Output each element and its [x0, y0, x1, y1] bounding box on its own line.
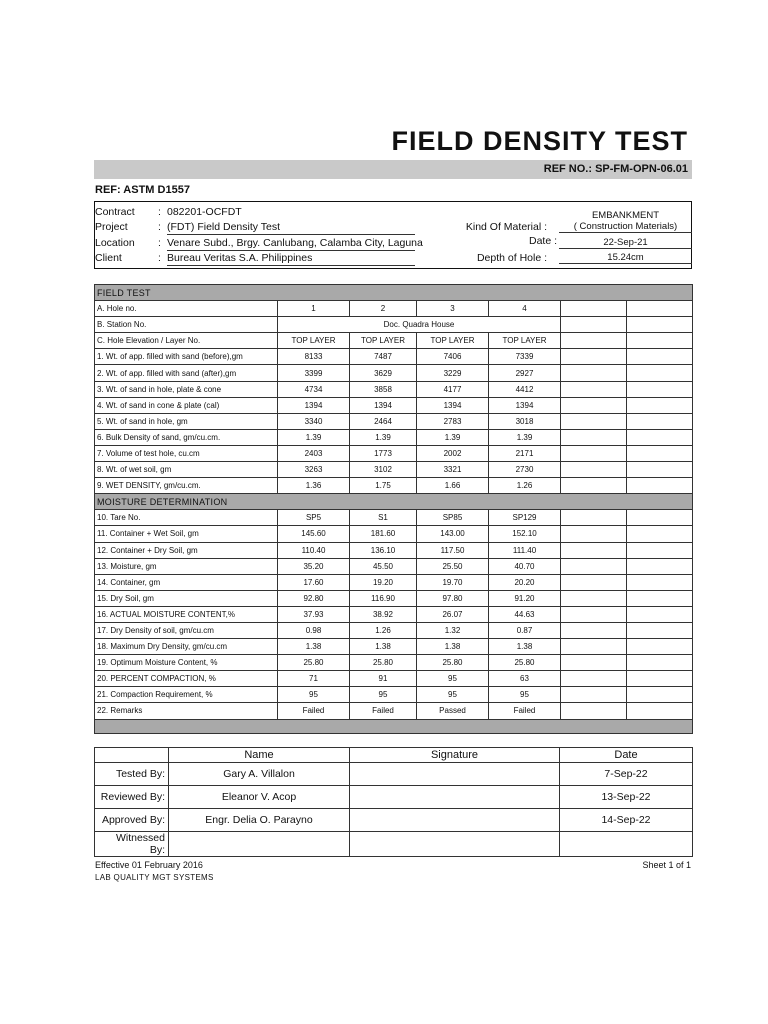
row-label: 10. Tare No. — [95, 510, 278, 526]
empty-cell — [627, 542, 693, 558]
data-cell: 136.10 — [350, 542, 417, 558]
table-row — [95, 510, 693, 526]
data-cell: 38.92 — [350, 606, 417, 622]
data-cell: 143.00 — [417, 526, 489, 542]
empty-cell — [561, 590, 627, 606]
table-end-bar — [95, 719, 693, 733]
data-cell: 1.39 — [278, 429, 350, 445]
contract-value: 082201-OCFDT — [167, 206, 242, 218]
station-cell: Doc. Quadra House — [278, 317, 561, 333]
row-label: 15. Dry Soil, gm — [95, 590, 278, 606]
empty-cell — [561, 510, 627, 526]
empty-cell — [627, 558, 693, 574]
empty-cell — [627, 445, 693, 461]
data-cell: 3321 — [417, 462, 489, 478]
empty-cell — [561, 365, 627, 381]
empty-cell — [627, 671, 693, 687]
data-cell: 181.60 — [350, 526, 417, 542]
data-cell: 1773 — [350, 445, 417, 461]
field-test-section — [95, 285, 693, 301]
date-label: Date : — [528, 235, 557, 247]
location-value: Venare Subd., Brgy. Canlubang, Calamba City, Laguna — [167, 237, 423, 249]
empty-cell — [627, 381, 693, 397]
data-cell: 91 — [350, 671, 417, 687]
data-cell: 95 — [278, 687, 350, 703]
data-cell: 1.26 — [350, 622, 417, 638]
data-cell: 19.20 — [350, 574, 417, 590]
row-label: 4. Wt. of sand in cone & plate (cal) — [95, 397, 278, 413]
data-cell: 2403 — [278, 445, 350, 461]
row-label: 16. ACTUAL MOISTURE CONTENT,% — [95, 606, 278, 622]
data-cell: 4 — [489, 301, 561, 317]
moisture-section-title: MOISTURE DETERMINATION — [95, 494, 693, 510]
row-label: 6. Bulk Density of sand, gm/cu.cm. — [95, 429, 278, 445]
empty-cell — [627, 333, 693, 349]
contract-label: Contract — [95, 206, 135, 218]
empty-cell — [561, 526, 627, 542]
blank-header-cell — [95, 748, 169, 763]
data-cell: 95 — [417, 687, 489, 703]
data-cell: SP129 — [489, 510, 561, 526]
empty-cell — [627, 317, 693, 333]
data-cell: 1.66 — [417, 478, 489, 494]
data-cell: 3 — [417, 301, 489, 317]
signature-row — [95, 763, 693, 786]
row-label: 7. Volume of test hole, cu.cm — [95, 445, 278, 461]
data-cell: 117.50 — [417, 542, 489, 558]
data-cell: 25.80 — [278, 655, 350, 671]
footer-sheet: Sheet 1 of 1 — [642, 860, 691, 870]
data-cell: 1.36 — [278, 478, 350, 494]
data-cell: TOP LAYER — [417, 333, 489, 349]
signer-name — [169, 832, 350, 857]
data-cell: 4412 — [489, 381, 561, 397]
table-row — [95, 671, 693, 687]
signature-cell — [350, 786, 560, 809]
row-label: 9. WET DENSITY, gm/cu.cm. — [95, 478, 278, 494]
data-cell: 97.80 — [417, 590, 489, 606]
empty-cell — [627, 703, 693, 719]
signature-table — [94, 747, 693, 857]
empty-cell — [627, 606, 693, 622]
empty-cell — [561, 606, 627, 622]
row-label: C. Hole Elevation / Layer No. — [95, 333, 278, 349]
data-cell: 1.75 — [350, 478, 417, 494]
data-cell: 110.40 — [278, 542, 350, 558]
data-cell: 7406 — [417, 349, 489, 365]
data-cell: 95 — [417, 671, 489, 687]
ref-astm: REF: ASTM D1557 — [95, 184, 190, 196]
data-cell: 1.26 — [489, 478, 561, 494]
empty-cell — [561, 655, 627, 671]
sign-date — [560, 832, 693, 857]
data-cell: Passed — [417, 703, 489, 719]
material-value-2: ( Construction Materials) — [559, 221, 692, 233]
signer-role: Reviewed By: — [95, 786, 169, 809]
client-value: Bureau Veritas S.A. Philippines — [167, 252, 415, 266]
data-cell: S1 — [350, 510, 417, 526]
row-label: 17. Dry Density of soil, gm/cu.cm — [95, 622, 278, 638]
table-row — [95, 365, 693, 381]
project-value: (FDT) Field Density Test — [167, 221, 415, 235]
empty-cell — [627, 687, 693, 703]
data-cell: 1.39 — [417, 429, 489, 445]
data-cell: 2171 — [489, 445, 561, 461]
signature-cell — [350, 763, 560, 786]
signer-role: Approved By: — [95, 809, 169, 832]
colon: : — [158, 237, 161, 249]
table-row — [95, 655, 693, 671]
sign-date: 14-Sep-22 — [560, 809, 693, 832]
data-cell: SP85 — [417, 510, 489, 526]
project-info-box — [94, 201, 692, 269]
data-cell: 1.38 — [489, 639, 561, 655]
depth-label: Depth of Hole : — [476, 252, 547, 264]
row-label: 18. Maximum Dry Density, gm/cu.cm — [95, 639, 278, 655]
empty-cell — [561, 381, 627, 397]
data-cell: TOP LAYER — [350, 333, 417, 349]
empty-cell — [561, 462, 627, 478]
ref-no: REF NO.: SP-FM-OPN-06.01 — [543, 163, 688, 175]
empty-cell — [561, 687, 627, 703]
row-label: 14. Container, gm — [95, 574, 278, 590]
colon: : — [158, 252, 161, 264]
data-cell: 145.60 — [278, 526, 350, 542]
empty-cell — [627, 510, 693, 526]
data-cell: 152.10 — [489, 526, 561, 542]
empty-cell — [561, 317, 627, 333]
empty-cell — [627, 574, 693, 590]
table-row — [95, 526, 693, 542]
data-cell: 2927 — [489, 365, 561, 381]
data-cell: 25.80 — [489, 655, 561, 671]
empty-cell — [561, 333, 627, 349]
empty-cell — [561, 413, 627, 429]
field-test-table — [94, 284, 693, 734]
data-cell: 1394 — [350, 397, 417, 413]
table-row — [95, 317, 693, 333]
row-label: 13. Moisture, gm — [95, 558, 278, 574]
signature-cell — [350, 809, 560, 832]
footer-system: LAB QUALITY MGT SYSTEMS — [95, 873, 214, 882]
empty-cell — [627, 478, 693, 494]
field-test-section-title: FIELD TEST — [95, 285, 693, 301]
data-cell: Failed — [278, 703, 350, 719]
data-cell: 35.20 — [278, 558, 350, 574]
empty-cell — [561, 639, 627, 655]
data-cell: 116.90 — [350, 590, 417, 606]
empty-cell — [561, 397, 627, 413]
empty-cell — [627, 301, 693, 317]
data-cell: 92.80 — [278, 590, 350, 606]
data-cell: 37.93 — [278, 606, 350, 622]
data-cell: 3263 — [278, 462, 350, 478]
data-cell: 3229 — [417, 365, 489, 381]
data-cell: 95 — [350, 687, 417, 703]
empty-cell — [627, 349, 693, 365]
signer-name: Engr. Delia O. Parayno — [169, 809, 350, 832]
table-row — [95, 542, 693, 558]
table-row — [95, 478, 693, 494]
row-label: B. Station No. — [95, 317, 278, 333]
signer-role: Witnessed By: — [95, 832, 169, 857]
signature-row — [95, 786, 693, 809]
data-cell: 25.80 — [350, 655, 417, 671]
empty-cell — [561, 622, 627, 638]
material-label: Kind Of Material : — [465, 221, 547, 233]
table-row — [95, 445, 693, 461]
table-row — [95, 397, 693, 413]
data-cell: 0.98 — [278, 622, 350, 638]
data-cell: 44.63 — [489, 606, 561, 622]
name-header: Name — [169, 748, 350, 763]
row-label: 1. Wt. of app. filled with sand (before),gm — [95, 349, 278, 365]
signature-row — [95, 809, 693, 832]
data-cell: 3858 — [350, 381, 417, 397]
data-cell: SP5 — [278, 510, 350, 526]
data-cell: 2730 — [489, 462, 561, 478]
row-label: 21. Compaction Requirement, % — [95, 687, 278, 703]
data-cell: 111.40 — [489, 542, 561, 558]
data-cell: 1.32 — [417, 622, 489, 638]
data-cell: 2002 — [417, 445, 489, 461]
sign-date: 13-Sep-22 — [560, 786, 693, 809]
table-row — [95, 349, 693, 365]
table-row — [95, 590, 693, 606]
row-label: A. Hole no. — [95, 301, 278, 317]
table-row — [95, 622, 693, 638]
data-cell: 20.20 — [489, 574, 561, 590]
material-value-1: EMBANKMENT — [591, 210, 660, 221]
location-label: Location — [95, 237, 135, 249]
empty-cell — [561, 478, 627, 494]
empty-cell — [561, 301, 627, 317]
data-cell: 3018 — [489, 413, 561, 429]
row-label: 2. Wt. of app. filled with sand (after),gm — [95, 365, 278, 381]
data-cell: 91.20 — [489, 590, 561, 606]
empty-cell — [561, 671, 627, 687]
data-cell: 17.60 — [278, 574, 350, 590]
data-cell: 2464 — [350, 413, 417, 429]
empty-cell — [627, 639, 693, 655]
data-cell: 1.38 — [278, 639, 350, 655]
data-cell: 7339 — [489, 349, 561, 365]
colon: : — [158, 206, 161, 218]
data-cell: 45.50 — [350, 558, 417, 574]
data-cell: 1 — [278, 301, 350, 317]
data-cell: 71 — [278, 671, 350, 687]
data-cell: 1394 — [278, 397, 350, 413]
table-row — [95, 639, 693, 655]
row-label: 8. Wt. of wet soil, gm — [95, 462, 278, 478]
empty-cell — [627, 429, 693, 445]
table-row — [95, 558, 693, 574]
signature-header-row — [95, 748, 693, 763]
data-cell: 1394 — [417, 397, 489, 413]
data-cell: 26.07 — [417, 606, 489, 622]
date-value: 22-Sep-21 — [559, 237, 692, 249]
empty-cell — [627, 413, 693, 429]
data-cell: 1.39 — [350, 429, 417, 445]
colon: : — [158, 221, 161, 233]
sign-date: 7-Sep-22 — [560, 763, 693, 786]
empty-cell — [561, 349, 627, 365]
table-row — [95, 462, 693, 478]
data-cell: 25.50 — [417, 558, 489, 574]
data-cell: 3629 — [350, 365, 417, 381]
data-cell: 3340 — [278, 413, 350, 429]
data-cell: 3102 — [350, 462, 417, 478]
empty-cell — [627, 365, 693, 381]
project-label: Project — [95, 221, 128, 233]
empty-cell — [627, 526, 693, 542]
data-cell: 8133 — [278, 349, 350, 365]
data-cell: Failed — [489, 703, 561, 719]
empty-cell — [561, 558, 627, 574]
empty-cell — [561, 542, 627, 558]
empty-cell — [627, 622, 693, 638]
empty-cell — [627, 462, 693, 478]
client-label: Client — [95, 252, 122, 264]
signer-role: Tested By: — [95, 763, 169, 786]
signature-header: Signature — [350, 748, 560, 763]
data-cell: 63 — [489, 671, 561, 687]
row-label: 5. Wt. of sand in hole, gm — [95, 413, 278, 429]
table-row — [95, 381, 693, 397]
table-row — [95, 333, 693, 349]
row-label: 11. Container + Wet Soil, gm — [95, 526, 278, 542]
data-cell: 1.39 — [489, 429, 561, 445]
row-label: 19. Optimum Moisture Content, % — [95, 655, 278, 671]
data-cell: 1.38 — [350, 639, 417, 655]
data-cell: 1394 — [489, 397, 561, 413]
data-cell: 4734 — [278, 381, 350, 397]
row-label: 20. PERCENT COMPACTION, % — [95, 671, 278, 687]
data-cell: 3399 — [278, 365, 350, 381]
data-cell: 25.80 — [417, 655, 489, 671]
signer-name: Eleanor V. Acop — [169, 786, 350, 809]
table-row — [95, 703, 693, 719]
date-header: Date — [560, 748, 693, 763]
data-cell: 19.70 — [417, 574, 489, 590]
ref-no-bar — [94, 160, 692, 179]
empty-cell — [627, 655, 693, 671]
empty-cell — [561, 574, 627, 590]
data-cell: TOP LAYER — [489, 333, 561, 349]
data-cell: 1.38 — [417, 639, 489, 655]
data-cell: 0.87 — [489, 622, 561, 638]
empty-cell — [627, 397, 693, 413]
row-label: 22. Remarks — [95, 703, 278, 719]
table-row — [95, 301, 693, 317]
data-cell: 2 — [350, 301, 417, 317]
depth-value: 15.24cm — [559, 252, 692, 264]
empty-cell — [561, 429, 627, 445]
row-label: 12. Container + Dry Soil, gm — [95, 542, 278, 558]
table-row — [95, 606, 693, 622]
table-row — [95, 429, 693, 445]
footer-effective: Effective 01 February 2016 — [95, 860, 203, 870]
data-cell: 7487 — [350, 349, 417, 365]
empty-cell — [561, 445, 627, 461]
page-title: FIELD DENSITY TEST — [391, 126, 688, 156]
table-row — [95, 687, 693, 703]
signature-cell — [350, 832, 560, 857]
data-cell: Failed — [350, 703, 417, 719]
table-end-cell — [95, 719, 693, 733]
table-row — [95, 413, 693, 429]
signature-row — [95, 832, 693, 857]
data-cell: 40.70 — [489, 558, 561, 574]
table-row — [95, 574, 693, 590]
row-label: 3. Wt. of sand in hole, plate & cone — [95, 381, 278, 397]
data-cell: 2783 — [417, 413, 489, 429]
data-cell: 4177 — [417, 381, 489, 397]
signer-name: Gary A. Villalon — [169, 763, 350, 786]
data-cell: TOP LAYER — [278, 333, 350, 349]
moisture-section — [95, 494, 693, 510]
empty-cell — [627, 590, 693, 606]
data-cell: 95 — [489, 687, 561, 703]
empty-cell — [561, 703, 627, 719]
